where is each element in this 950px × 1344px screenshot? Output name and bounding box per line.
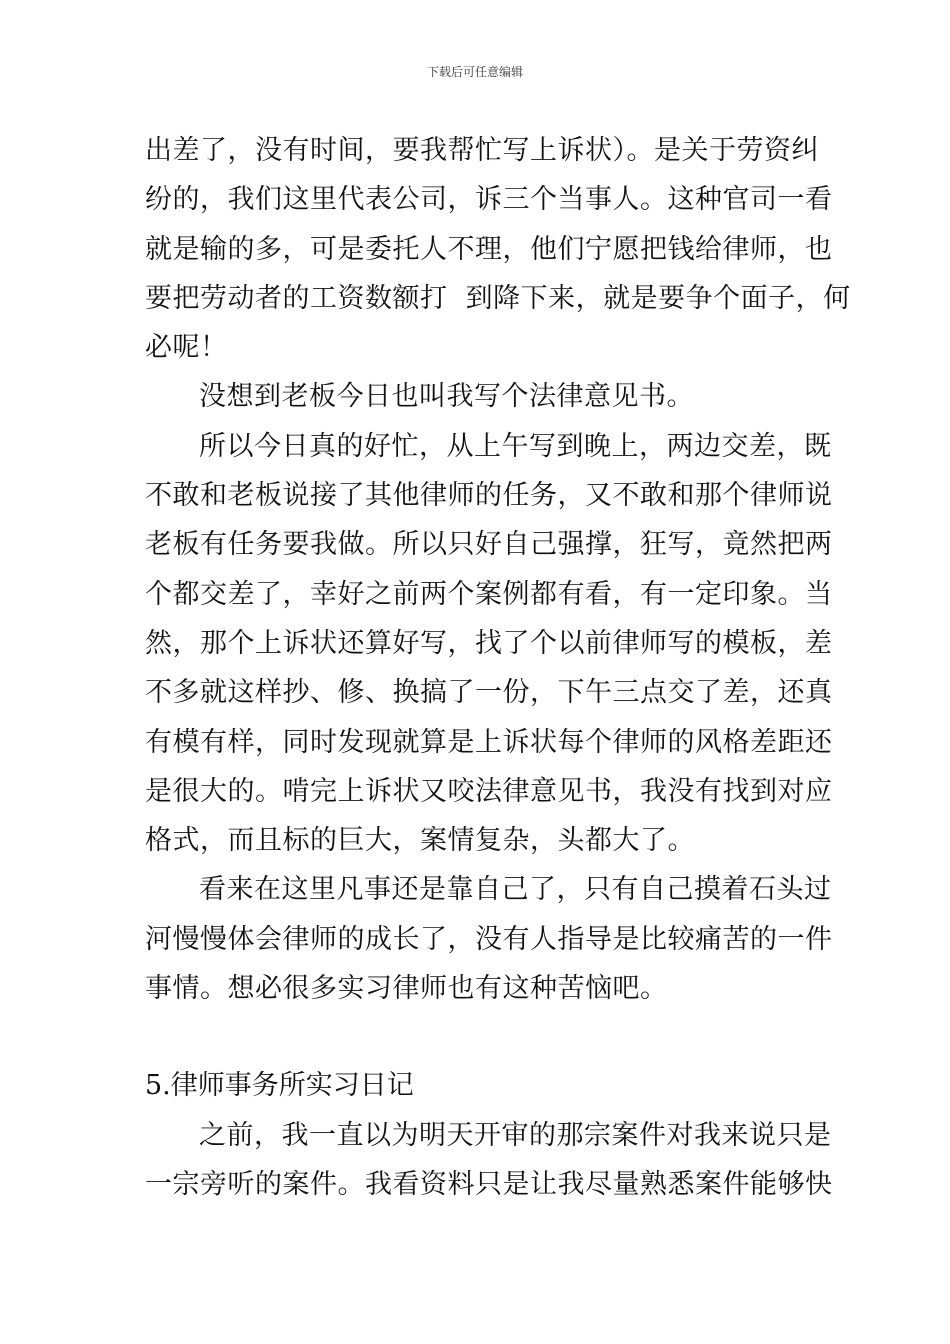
paragraph xyxy=(145,126,851,372)
text-line: 是很大的。啃完上诉状又咬法律意见书，我没有找到对应 xyxy=(145,775,833,807)
paragraph xyxy=(145,1111,833,1210)
text-line: 不多就这样抄、修、换搞了一份，下午三点交了差，还真 xyxy=(145,677,833,709)
text-line: 之前，我一直以为明天开审的那宗案件对我来说只是 xyxy=(199,1119,832,1151)
text-line: 看来在这里凡事还是靠自己了，只有自己摸着石头过 xyxy=(199,874,832,906)
document-body xyxy=(145,126,851,1209)
text-line: 个都交差了，幸好之前两个案例都有看，有一定印象。当 xyxy=(145,578,833,610)
paragraph xyxy=(145,372,810,421)
text-line: 河慢慢体会律师的成长了，没有人指导是比较痛苦的一件 xyxy=(145,923,833,955)
text-line: 老板有任务要我做。所以只好自己强撑，狂写，竟然把两 xyxy=(145,529,833,561)
text-line: 所以今日真的好忙，从上午写到晚上，两边交差，既 xyxy=(199,430,832,462)
paragraph xyxy=(145,865,833,1013)
section-heading: 5.律师事务所实习日记 xyxy=(145,1070,414,1102)
text-line: 没想到老板今日也叫我写个法律意见书。 xyxy=(199,381,694,413)
text-line: 然，那个上诉状还算好写，找了个以前律师写的模板，差 xyxy=(145,627,833,659)
text-line: 格式，而且标的巨大，案情复杂，头都大了。 xyxy=(145,825,695,857)
text-line: 必呢！ xyxy=(145,332,228,364)
text-line: 一宗旁听的案件。我看资料只是让我尽量熟悉案件能够快 xyxy=(145,1168,833,1200)
text-line: 要把劳动者的工资数额打 到降下来，就是要争个面子，何 xyxy=(145,282,851,314)
text-line: 不敢和老板说接了其他律师的任务，又不敢和那个律师说 xyxy=(145,480,833,512)
text-line: 出差了，没有时间，要我帮忙写上诉状）。是关于劳资纠 xyxy=(145,135,819,166)
text-line: 有模有样，同时发现就算是上诉状每个律师的风格差距还 xyxy=(145,726,833,758)
text-line: 纷的，我们这里代表公司，诉三个当事人。这种官司一看 xyxy=(145,184,833,216)
text-line: 就是输的多，可是委托人不理，他们宁愿把钱给律师，也 xyxy=(145,233,833,265)
text-line: 事情。想必很多实习律师也有这种苦恼吧。 xyxy=(145,973,668,1005)
paragraph xyxy=(145,422,833,866)
section-spacer xyxy=(145,1013,810,1061)
page-header: 下载后可任意编辑 xyxy=(426,65,523,79)
